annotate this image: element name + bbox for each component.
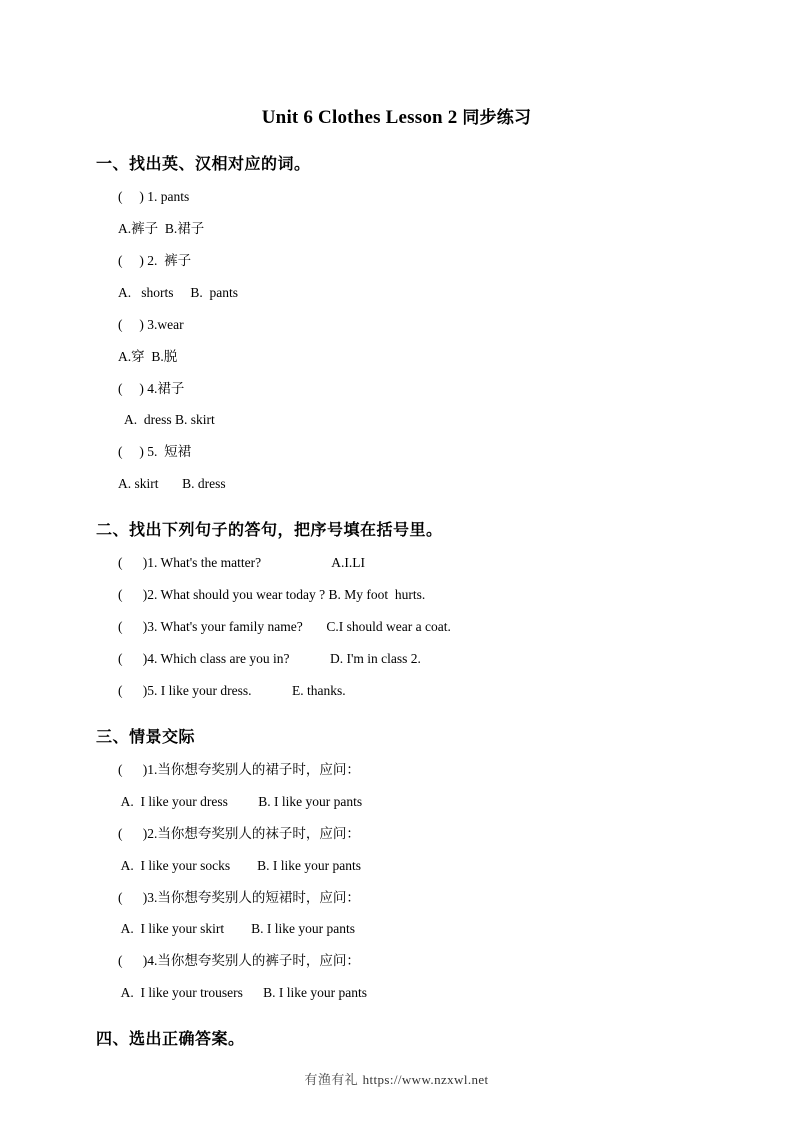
section-body-2 [96,542,697,702]
question-line: ( )4.当你想夸奖别人的裤子时，应问： [118,953,360,969]
question-line: ( ) 3.wear [118,316,184,332]
question-line: ( )3.当你想夸奖别人的短裙时，应问： [118,889,360,905]
question-line: ( )4. Which class are you in? D. I'm in class 2. [118,650,421,666]
page-title-cn: 同步练习 [462,108,532,128]
question-line: A.裤子 B.裙子 [118,220,205,236]
question-line: A. dress B. skirt [118,412,215,428]
page-title-en: Unit 6 Clothes Lesson 2 [261,107,463,128]
question-line: A. I like your trousers B. I like your pants [118,985,367,1001]
section-heading-4: 四、选出正确答案。 [96,1029,245,1049]
section-body-1 [96,176,697,495]
question-line: ( )3. What's your family name? C.I should wear a coat. [118,619,451,635]
question-line: A. I like your skirt B. I like your pants [118,921,355,937]
question-line: A.穿 B.脱 [118,348,178,364]
question-line: ( )5. I like your dress. E. thanks. [118,682,346,698]
section-heading-3: 三、情景交际 [96,726,196,746]
section-heading-1: 一、找出英、汉相对应的词。 [96,154,311,173]
question-line: ( )1. What's the matter? A.I.LI [118,555,366,571]
footer-watermark [0,1069,793,1088]
question-line: A. I like your socks B. I like your pants [118,857,361,873]
page-title [96,0,697,129]
footer-url[interactable]: https://www.nzxwl.net [362,1072,489,1087]
question-line: ( )1.当你想夸奖别人的裙子时，应问： [118,761,360,777]
footer-brand: 有渔有礼 [304,1073,359,1088]
question-line: ( ) 1. pants [118,189,190,204]
question-line: ( ) 4.裙子 [118,380,185,396]
question-line: A. skirt B. dress [118,476,226,492]
question-line: ( )2. What should you wear today ? B. My foot hurts. [118,587,426,603]
question-line: ( ) 5. 短裙 [118,444,192,460]
section-body-3 [96,749,697,1004]
question-line: ( )2.当你想夸奖别人的袜子时，应问： [118,825,360,841]
question-line: ( ) 2. 裤子 [118,252,192,268]
question-line: A. I like your dress B. I like your pants [118,793,363,809]
section-heading-2: 二、找出下列句子的答句，把序号填在括号里。 [96,520,443,540]
question-line: A. shorts B. pants [118,284,239,300]
